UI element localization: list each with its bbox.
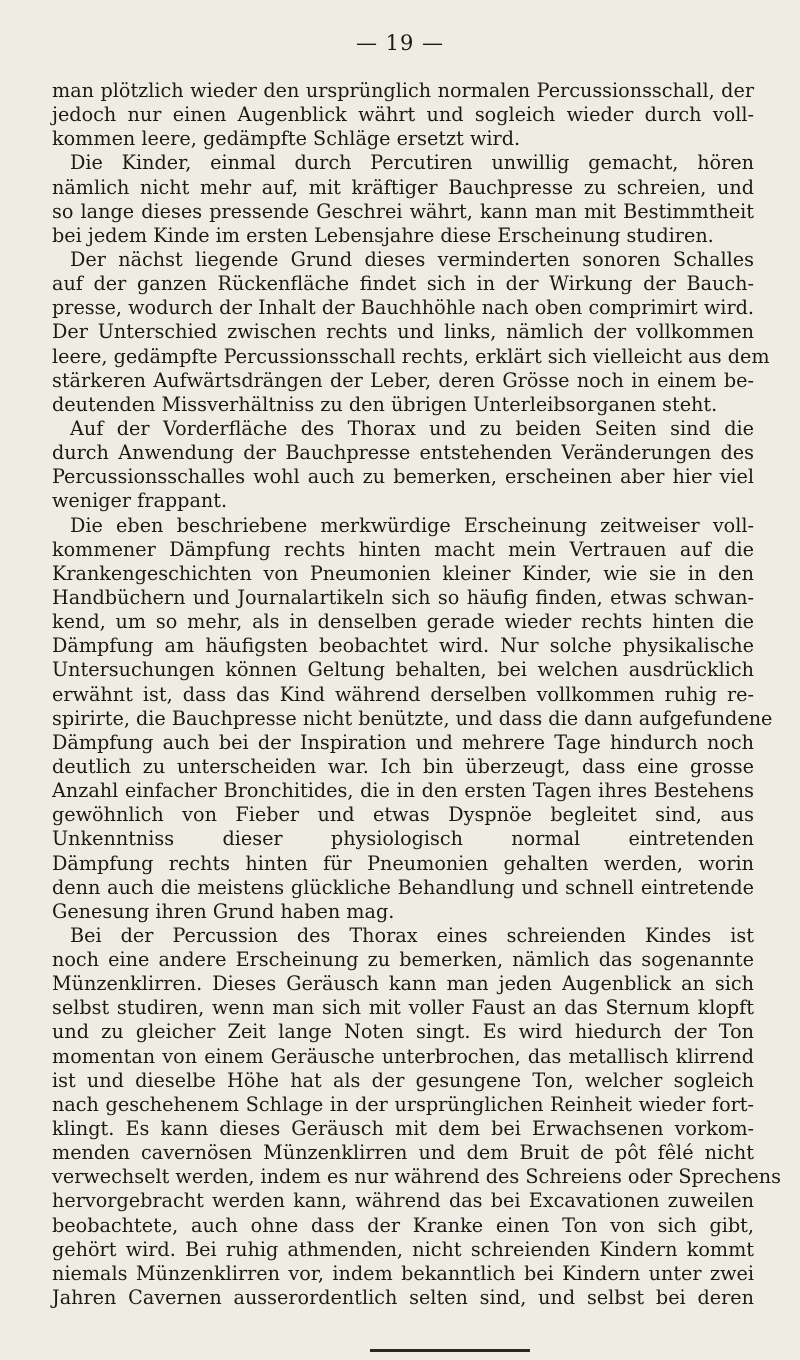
text-line: menden cavernösen Münzenklirren und dem Bruit de pôt fêlé nicht <box>52 1141 754 1165</box>
text-line: erwähnt ist, dass das Kind während derselben vollkommen ruhig re- <box>52 682 754 706</box>
paragraph <box>52 923 781 1310</box>
text-line: Untersuchungen können Geltung behalten, bei welchen ausdrücklich <box>52 658 754 682</box>
text-line: presse, wodurch der Inhalt der Bauchhöhle nach oben comprimirt wird. <box>52 296 754 320</box>
text-line: bei jedem Kinde im ersten Lebensjahre diese Erscheinung studiren. <box>52 223 714 247</box>
text-line: Dämpfung rechts hinten für Pneumonien gehalten werden, worin <box>52 851 754 875</box>
text-line: auf der ganzen Rückenfläche findet sich in der Wirkung der Bauch- <box>52 272 754 296</box>
paragraph <box>52 151 754 248</box>
text-line: Die Kinder, einmal durch Percutiren unwillig gemacht, hören <box>70 151 754 175</box>
text-line: Der nächst liegende Grund dieses verminderten sonoren Schalles <box>70 247 754 271</box>
text-line: Percussionsschalles wohl auch zu bemerken, erscheinen aber hier viel <box>52 465 754 489</box>
text-line: Münzenklirren. Dieses Geräusch kann man jeden Augenblick an sich <box>52 972 754 996</box>
text-line: leere, gedämpfte Percussionsschall rechts, erklärt sich vielleicht aus dem <box>52 344 770 368</box>
text-line: Krankengeschichten von Pneumonien kleiner Kinder, wie sie in den <box>52 561 754 585</box>
text-line: Anzahl einfacher Bronchitides, die in den ersten Tagen ihres Bestehens <box>52 779 754 803</box>
text-line: spirirte, die Bauchpresse nicht benützte, und dass die dann aufgefundene <box>52 706 773 730</box>
text-line: weniger frappant. <box>52 489 228 513</box>
text-line: niemals Münzenklirren vor, indem bekanntlich bei Kindern unter zwei <box>52 1261 754 1285</box>
paragraph <box>52 513 773 924</box>
text-line: stärkeren Aufwärtsdrängen der Leber, deren Grösse noch in einem be- <box>52 368 754 392</box>
text-line: Dämpfung am häufigsten beobachtet wird. Nur solche physikalische <box>52 634 754 658</box>
paragraph <box>52 247 770 417</box>
text-line: beobachtete, auch ohne dass der Kranke einen Ton von sich gibt, <box>52 1213 754 1237</box>
text-line: Handbüchern und Journalartikeln sich so häufig finden, etwas schwan- <box>52 585 754 609</box>
text-line: deutenden Missverhältniss zu den übrigen Unterleibsorganen steht. <box>52 392 718 416</box>
text-line: Bei der Percussion des Thorax eines schreienden Kindes ist <box>70 923 754 947</box>
text-line: nach geschehenem Schlage in der ursprünglichen Reinheit wieder fort- <box>52 1092 754 1116</box>
text-line: ist und dieselbe Höhe hat als der gesungene Ton, welcher sogleich <box>52 1068 754 1092</box>
page-number: — 19 — <box>355 31 445 55</box>
text-line: denn auch die meistens glückliche Behandlung und schnell eintretende <box>52 875 754 899</box>
text-line: Der Unterschied zwischen rechts und links, nämlich der vollkommen <box>52 320 754 344</box>
text-line: kend, um so mehr, als in denselben gerade wieder rechts hinten die <box>52 610 754 634</box>
text-line: Auf der Vorderfläche des Thorax und zu beiden Seiten sind die <box>70 416 754 440</box>
text-line: momentan von einem Geräusche unterbrochen, das metallisch klirrend <box>52 1044 754 1068</box>
text-line: gehört wird. Bei ruhig athmenden, nicht schreienden Kindern kommt <box>52 1237 754 1261</box>
text-line: man plötzlich wieder den ursprünglich normalen Percussionsschall, der <box>52 79 754 102</box>
text-line: Jahren Cavernen ausserordentlich selten sind, und selbst bei deren <box>52 1286 754 1310</box>
body-text <box>52 79 781 1310</box>
paragraph <box>52 417 754 514</box>
text-line: kommen leere, gedämpfte Schläge ersetzt wird. <box>52 127 521 151</box>
bottom-rule <box>370 1349 530 1352</box>
text-line: selbst studiren, wenn man sich mit voller Faust an das Sternum klopft <box>52 996 754 1020</box>
text-line: Unkenntniss dieser physiologisch normal eintretenden <box>52 827 754 851</box>
text-line: Dämpfung auch bei der Inspiration und mehrere Tage hindurch noch <box>52 730 754 754</box>
text-line: kommener Dämpfung rechts hinten macht mein Vertrauen auf die <box>52 537 754 561</box>
paragraph <box>52 79 754 151</box>
text-line: klingt. Es kann dieses Geräusch mit dem bei Erwachsenen vorkom- <box>52 1117 754 1141</box>
text-line: deutlich zu unterscheiden war. Ich bin überzeugt, dass eine grosse <box>52 754 754 778</box>
text-line: Die eben beschriebene merkwürdige Erscheinung zeitweiser voll- <box>70 513 754 537</box>
text-line: durch Anwendung der Bauchpresse entstehenden Veränderungen des <box>52 441 754 465</box>
text-line: jedoch nur einen Augenblick währt und sogleich wieder durch voll- <box>52 103 754 127</box>
text-line: gewöhnlich von Fieber und etwas Dyspnöe begleitet sind, aus <box>52 803 754 827</box>
text-line: verwechselt werden, indem es nur während des Schreiens oder Sprechens <box>52 1165 781 1189</box>
text-line: Genesung ihren Grund haben mag. <box>52 899 395 923</box>
text-line: nämlich nicht mehr auf, mit kräftiger Bauchpresse zu schreien, und <box>52 175 754 199</box>
text-line: und zu gleicher Zeit lange Noten singt. Es wird hiedurch der Ton <box>52 1020 754 1044</box>
text-line: noch eine andere Erscheinung zu bemerken, nämlich das sogenannte <box>52 948 754 972</box>
text-line: hervorgebracht werden kann, während das bei Excavationen zuweilen <box>52 1189 754 1213</box>
text-line: so lange dieses pressende Geschrei währt, kann man mit Bestimmtheit <box>52 199 754 223</box>
